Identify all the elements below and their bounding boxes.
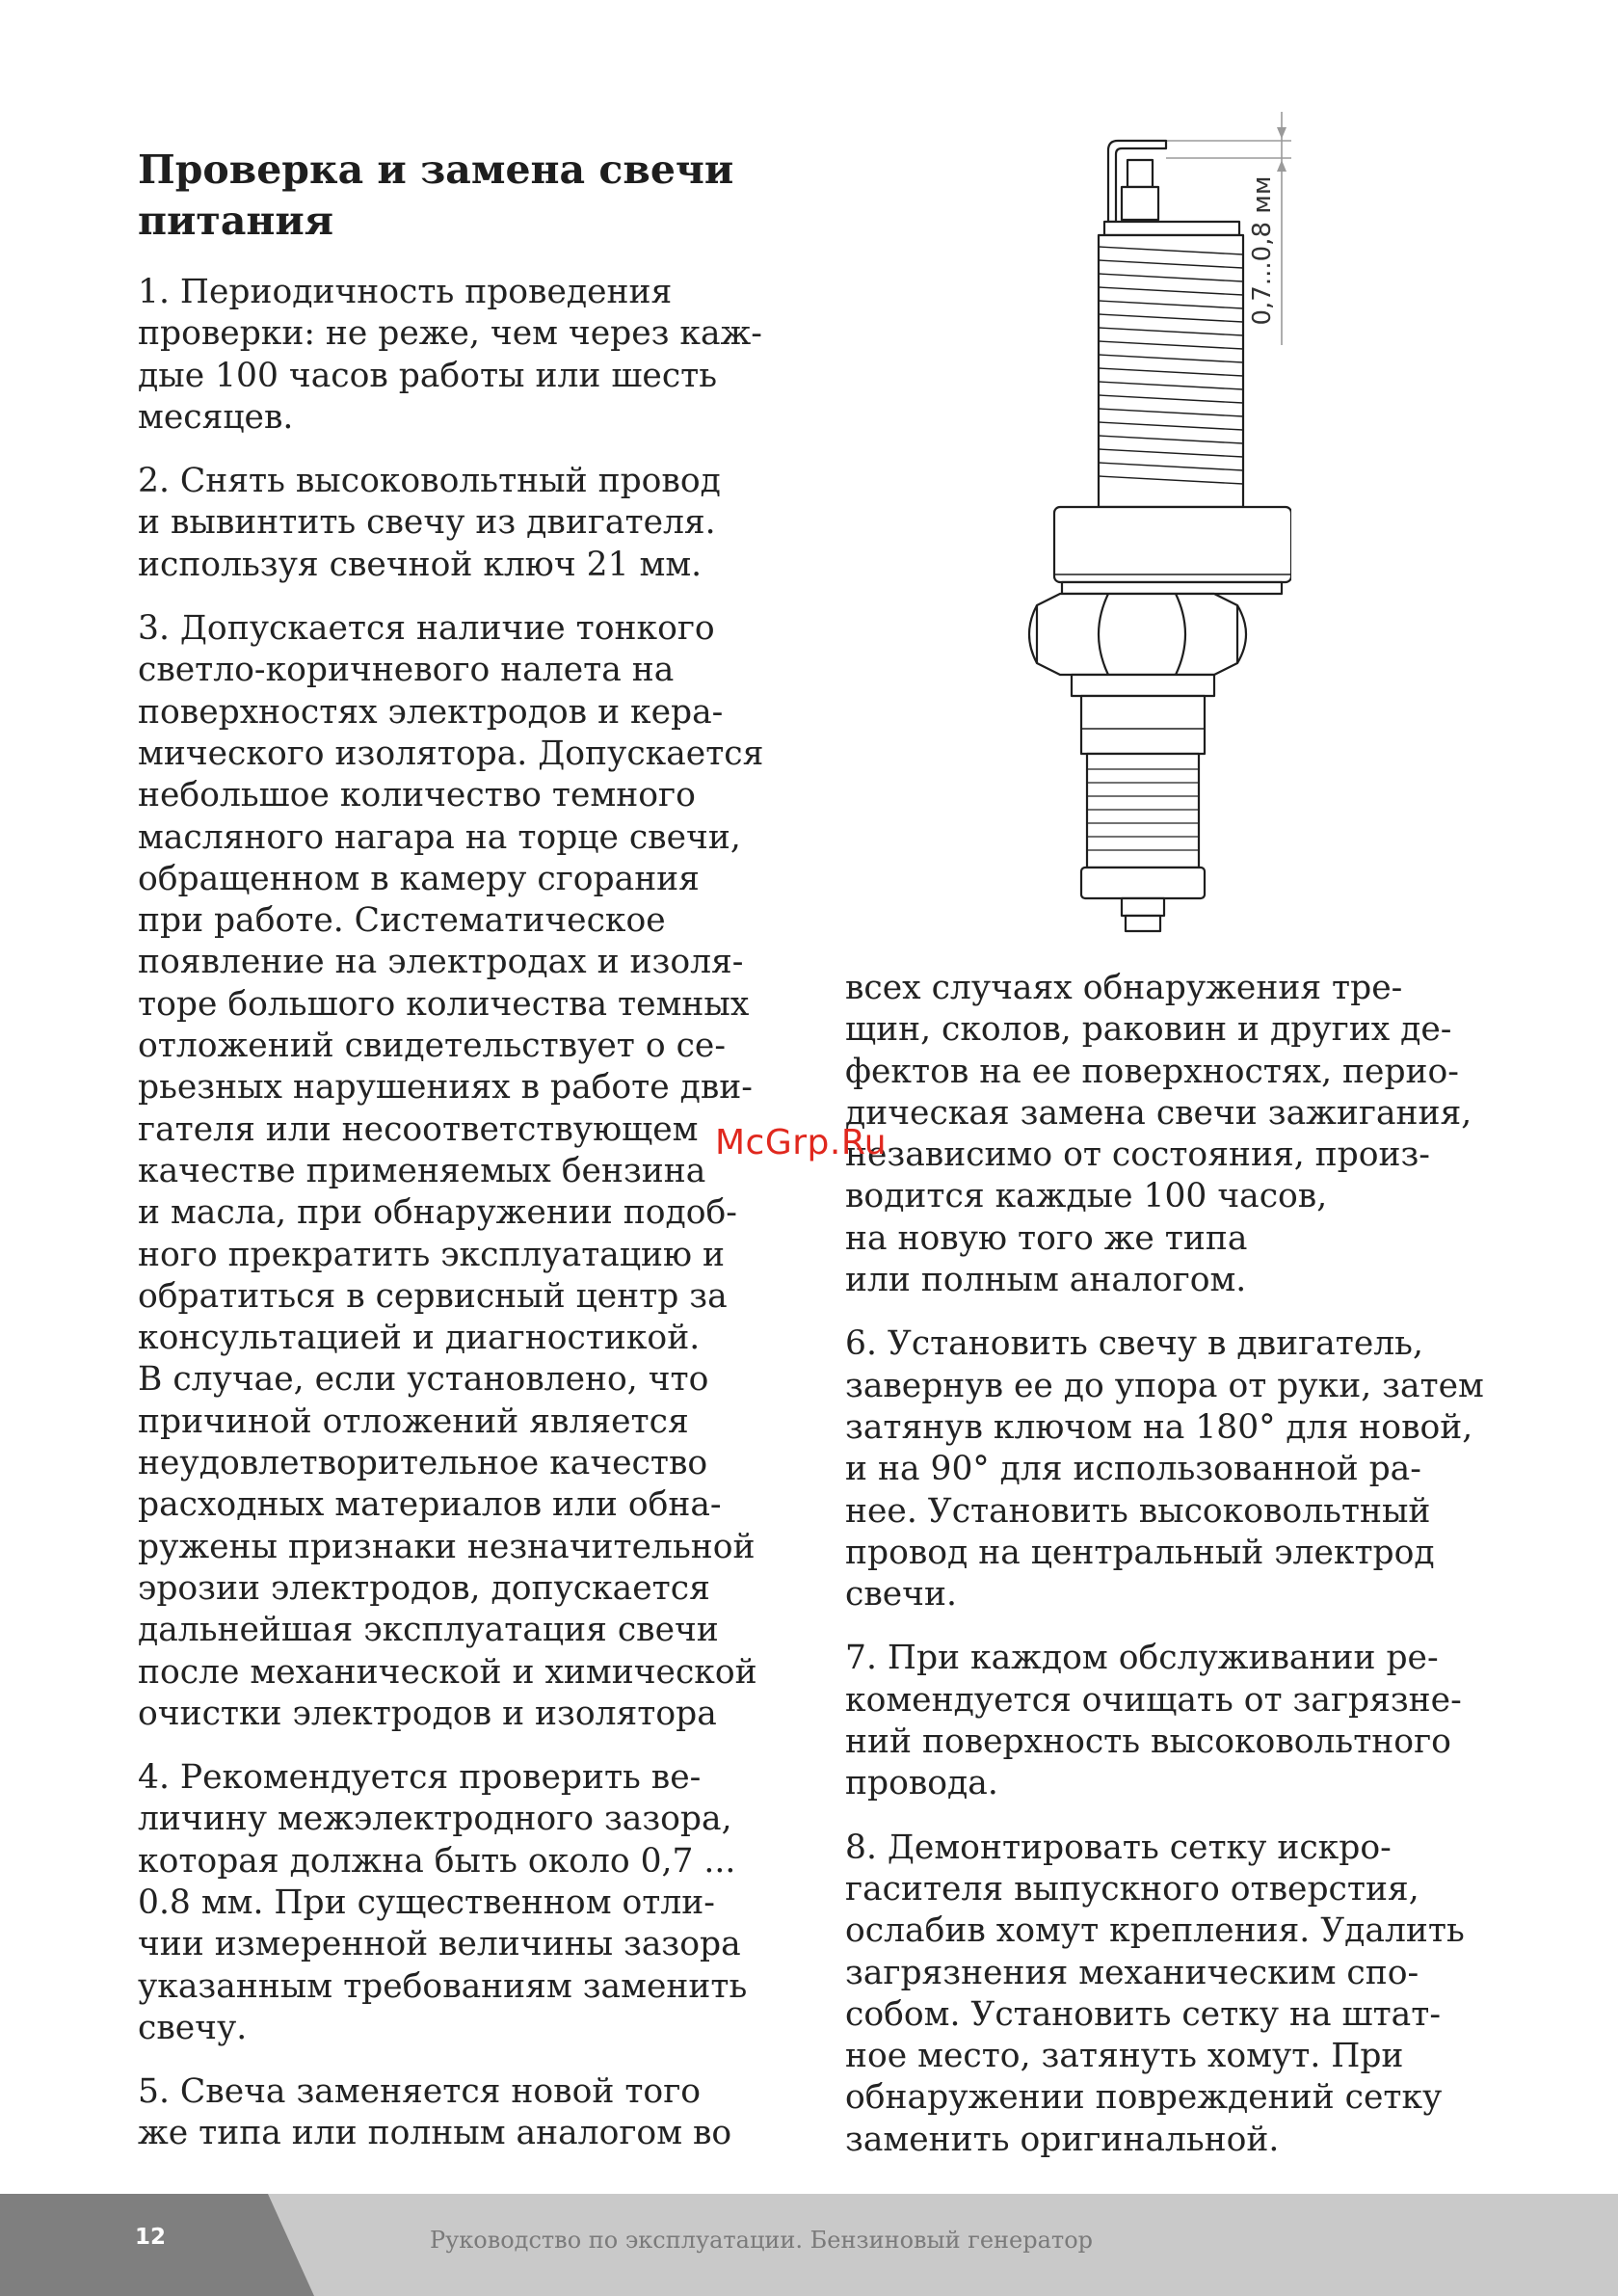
spark-plug-diagram — [1002, 104, 1291, 937]
right-column — [845, 968, 1520, 2183]
step-6-paragraph: 6. Установить свечу в двигатель, завернув ее до упора от руки, затем затянув ключом на 180° для новой, и на 90° для использованной ра- нее. Установить высоковольтный провод на центральный электрод свечи. — [845, 1324, 1484, 1615]
gap-label: 0,7...0,8 мм — [1248, 175, 1277, 326]
left-column — [138, 145, 793, 2177]
step-2-paragraph: 2. Снять высоковольтный провод и вывинтить свечу из двигателя. используя свечной ключ 21 мм. — [138, 462, 721, 584]
page-number: 12 — [135, 2225, 167, 2250]
step-7-paragraph: 7. При каждом обслуживании ре- комендуется очищать от загрязне- ний поверхность высоковольтного провода. — [845, 1639, 1462, 1803]
document-title: Руководство по эксплуатации. Бензиновый генератор — [430, 2227, 1094, 2254]
step-8-paragraph: 8. Демонтировать сетку искро- гасителя выпускного отверстия, ослабив хомут крепления. Удалить загрязнения механическим спо- собом. Установить сетку на штат- ное место, затянуть хомут. При обнаружении повреждений сетку заменить оригинальной. — [845, 1828, 1465, 2159]
watermark: McGrp.Ru — [715, 1123, 888, 1162]
step-5-paragraph: 5. Свеча заменяется новой того же типа или полным аналогом во — [138, 2072, 732, 2153]
spark-plug-icon — [1002, 104, 1291, 933]
step-1-paragraph: 1. Периодичность проведения проверки: не реже, чем через каж- дые 100 часов работы или шесть месяцев. — [138, 273, 762, 437]
page-heading: Проверка и замена свечи питания — [138, 147, 734, 244]
step-3-paragraph: 3. Допускается наличие тонкого светло-коричневого налета на поверхностях электродов и кера- мического изолятора. Допускается небольшое количество темного масляного нагара на торце свечи, обращенном в камеру сгорания при работе. Систематическое появление на электродах и изоля- торе большого количества темных отложений свидетельствует о се- рьезных нарушениях в работе дви- гателя или несоответствующем качестве применяемых бензина и масла, при обнаружении подоб- ного прекратить эксплуатацию и обратиться в сервисный центр за консультацией и диагностикой. В случае, если установлено, что причиной отложений является неудовлетворительное качество расходных материалов или обна- ружены признаки незначительной эрозии электродов, допускается дальнейшая эксплуатация свечи после механической и химической очистки электродов и изолятора — [138, 609, 764, 1733]
step-5-continuation: всех случаях обнаружения тре- щин, сколов, раковин и других де- фектов на ее поверхностях, перио- дическая замена свечи зажигания, независимо от состояния, произ- водится каждые 100 часов, на новую того же типа или полным аналогом. — [845, 969, 1472, 1300]
step-4-paragraph: 4. Рекомендуется проверить ве- личину межэлектродного зазора, которая должна быть около 0,7 ... 0.8 мм. При существенном отли- чии измеренной величины зазора указанным требованиям заменить свечу. — [138, 1758, 748, 2047]
